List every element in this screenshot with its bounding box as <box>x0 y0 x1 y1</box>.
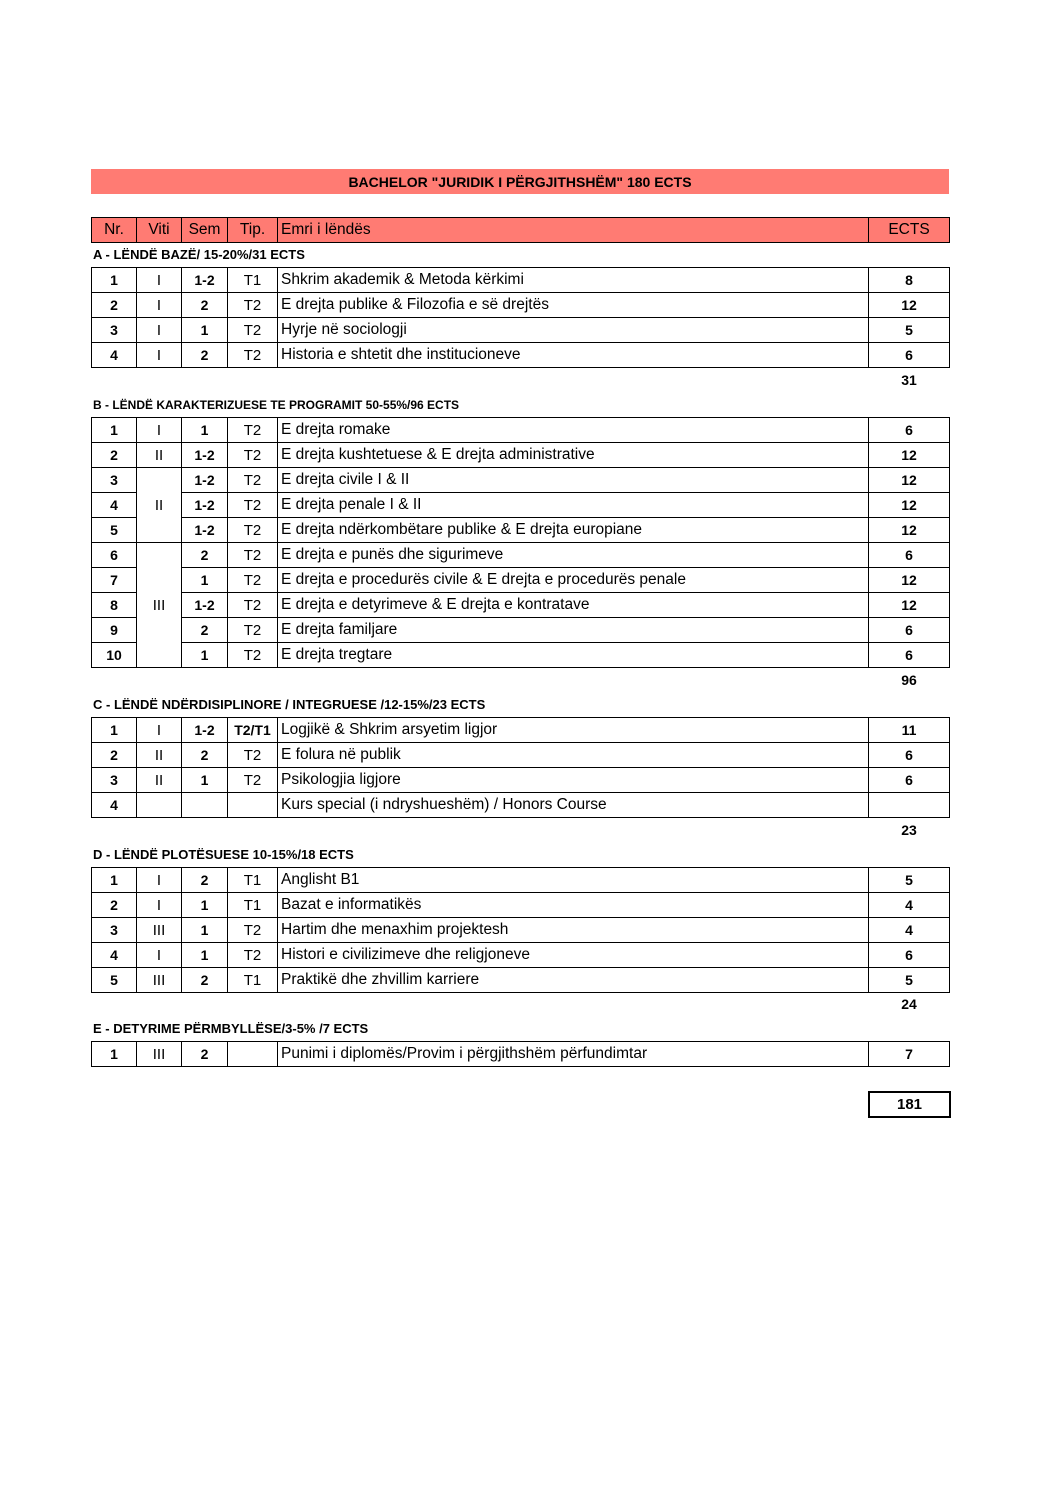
cell-sem: 2 <box>182 293 228 318</box>
cell-nr: 3 <box>92 918 137 943</box>
cell-ects: 11 <box>869 718 950 743</box>
section-c-total: 23 <box>901 822 917 838</box>
cell-name: Hyrje në sociologji <box>278 318 869 343</box>
table-row <box>92 793 950 818</box>
cell-nr: 2 <box>92 893 137 918</box>
section-a-total: 31 <box>901 372 917 388</box>
cell-ects: 6 <box>869 343 950 368</box>
cell-ects: 4 <box>869 893 950 918</box>
cell-tip: T2 <box>228 618 278 643</box>
cell-sem: 1-2 <box>182 493 228 518</box>
cell-tip: T2 <box>228 643 278 668</box>
cell-sem: 2 <box>182 343 228 368</box>
section-d-label: D - LËNDË PLOTËSUESE 10-15%/18 ECTS <box>93 847 354 862</box>
cell-viti: I <box>137 293 182 318</box>
cell-name: Punimi i diplomës/Provim i përgjithshëm përfundimtar <box>278 1042 869 1067</box>
cell-ects: 5 <box>869 968 950 993</box>
cell-viti <box>137 793 182 818</box>
cell-ects: 5 <box>869 868 950 893</box>
section-c-table <box>91 717 950 818</box>
cell-tip: T1 <box>228 893 278 918</box>
cell-sem: 2 <box>182 968 228 993</box>
cell-sem: 1 <box>182 918 228 943</box>
cell-sem: 1-2 <box>182 593 228 618</box>
cell-nr: 3 <box>92 768 137 793</box>
cell-tip: T2/T1 <box>228 718 278 743</box>
cell-ects: 6 <box>869 643 950 668</box>
cell-viti: III <box>137 968 182 993</box>
cell-sem: 2 <box>182 868 228 893</box>
cell-name: Praktikë dhe zhvillim karriere <box>278 968 869 993</box>
table-row <box>92 443 950 468</box>
section-d-total: 24 <box>901 996 917 1012</box>
cell-viti: I <box>137 718 182 743</box>
table-row <box>92 743 950 768</box>
cell-sem: 2 <box>182 743 228 768</box>
cell-viti: II <box>137 743 182 768</box>
cell-sem: 1-2 <box>182 718 228 743</box>
table-row <box>92 893 950 918</box>
cell-viti: II <box>137 468 182 543</box>
cell-name: E folura në publik <box>278 743 869 768</box>
cell-tip: T2 <box>228 918 278 943</box>
cell-ects: 6 <box>869 418 950 443</box>
cell-name: E drejta e punës dhe sigurimeve <box>278 543 869 568</box>
table-row <box>92 543 950 568</box>
section-d-table <box>91 867 950 993</box>
cell-name: Kurs special (i ndryshueshëm) / Honors Course <box>278 793 869 818</box>
cell-ects: 12 <box>869 493 950 518</box>
cell-name: Historia e shtetit dhe institucioneve <box>278 343 869 368</box>
cell-nr: 2 <box>92 743 137 768</box>
section-c-label: C - LËNDË NDËRDISIPLINORE / INTEGRUESE /12-15%/23 ECTS <box>93 697 486 712</box>
cell-name: E drejta penale I & II <box>278 493 869 518</box>
table-row <box>92 718 950 743</box>
cell-tip: T2 <box>228 543 278 568</box>
cell-tip: T2 <box>228 293 278 318</box>
cell-viti: III <box>137 918 182 943</box>
cell-name: E drejta familjare <box>278 618 869 643</box>
table-row <box>92 268 950 293</box>
cell-viti: I <box>137 318 182 343</box>
cell-nr: 1 <box>92 868 137 893</box>
header-sem: Sem <box>182 218 228 243</box>
cell-tip: T2 <box>228 593 278 618</box>
table-row <box>92 1042 950 1067</box>
header-nr: Nr. <box>92 218 137 243</box>
header-row <box>92 218 950 243</box>
cell-tip: T2 <box>228 343 278 368</box>
cell-viti: I <box>137 868 182 893</box>
cell-nr: 1 <box>92 1042 137 1067</box>
cell-nr: 4 <box>92 943 137 968</box>
cell-viti: I <box>137 893 182 918</box>
cell-sem: 1 <box>182 418 228 443</box>
cell-sem: 1 <box>182 568 228 593</box>
table-row <box>92 293 950 318</box>
cell-ects: 12 <box>869 443 950 468</box>
cell-name: Anglisht B1 <box>278 868 869 893</box>
cell-ects: 6 <box>869 543 950 568</box>
cell-ects: 12 <box>869 568 950 593</box>
cell-sem: 2 <box>182 543 228 568</box>
table-row <box>92 343 950 368</box>
cell-nr: 3 <box>92 468 137 493</box>
cell-nr: 8 <box>92 593 137 618</box>
section-e-table <box>91 1041 950 1067</box>
cell-name: Psikologjia ligjore <box>278 768 869 793</box>
table-row <box>92 593 950 618</box>
cell-name: Logjikë & Shkrim arsyetim ligjor <box>278 718 869 743</box>
header-viti: Viti <box>137 218 182 243</box>
cell-nr: 1 <box>92 418 137 443</box>
cell-nr: 4 <box>92 343 137 368</box>
cell-nr: 1 <box>92 718 137 743</box>
section-e-label: E - DETYRIME PËRMBYLLËSE/3-5% /7 ECTS <box>93 1021 369 1036</box>
cell-name: E drejta e detyrimeve & E drejta e kontratave <box>278 593 869 618</box>
cell-nr: 2 <box>92 293 137 318</box>
table-row <box>92 418 950 443</box>
cell-nr: 2 <box>92 443 137 468</box>
cell-ects: 6 <box>869 618 950 643</box>
header-name: Emri i lëndës <box>278 218 869 243</box>
cell-name: E drejta kushtetuese & E drejta administrative <box>278 443 869 468</box>
section-b-total: 96 <box>901 672 917 688</box>
cell-viti: II <box>137 768 182 793</box>
table-row <box>92 968 950 993</box>
cell-nr: 9 <box>92 618 137 643</box>
cell-ects: 12 <box>869 593 950 618</box>
cell-tip: T2 <box>228 568 278 593</box>
cell-sem: 1 <box>182 643 228 668</box>
table-row <box>92 943 950 968</box>
table-row <box>92 318 950 343</box>
cell-nr: 1 <box>92 268 137 293</box>
cell-tip: T1 <box>228 268 278 293</box>
cell-tip: T2 <box>228 743 278 768</box>
cell-ects: 7 <box>869 1042 950 1067</box>
cell-tip: T2 <box>228 943 278 968</box>
table-row <box>92 868 950 893</box>
section-a-label: A - LËNDË BAZË/ 15-20%/31 ECTS <box>93 247 305 262</box>
header-ects: ECTS <box>869 218 950 243</box>
cell-sem: 1-2 <box>182 443 228 468</box>
cell-nr: 4 <box>92 793 137 818</box>
table-row <box>92 643 950 668</box>
cell-name: E drejta publike & Filozofia e së drejtës <box>278 293 869 318</box>
cell-viti: I <box>137 343 182 368</box>
cell-ects: 12 <box>869 518 950 543</box>
cell-viti: I <box>137 943 182 968</box>
cell-tip: T1 <box>228 868 278 893</box>
section-a-table <box>91 267 950 368</box>
cell-tip <box>228 793 278 818</box>
cell-nr: 6 <box>92 543 137 568</box>
cell-ects: 4 <box>869 918 950 943</box>
section-b-label: B - LËNDË KARAKTERIZUESE TE PROGRAMIT 50-55%/96 ECTS <box>93 398 460 412</box>
page-title: BACHELOR "JURIDIK I PËRGJITHSHËM" 180 ECTS <box>91 169 949 194</box>
cell-name: E drejta e procedurës civile & E drejta e procedurës penale <box>278 568 869 593</box>
table-row <box>92 493 950 518</box>
cell-tip: T2 <box>228 318 278 343</box>
header-tip: Tip. <box>228 218 278 243</box>
cell-sem: 1 <box>182 943 228 968</box>
cell-viti: II <box>137 443 182 468</box>
cell-ects <box>869 793 950 818</box>
cell-tip: T2 <box>228 443 278 468</box>
cell-name: E drejta tregtare <box>278 643 869 668</box>
table-row <box>92 518 950 543</box>
cell-nr: 10 <box>92 643 137 668</box>
cell-sem: 2 <box>182 618 228 643</box>
cell-sem: 1 <box>182 768 228 793</box>
cell-sem: 1-2 <box>182 268 228 293</box>
cell-ects: 6 <box>869 768 950 793</box>
cell-ects: 12 <box>869 293 950 318</box>
cell-tip: T2 <box>228 493 278 518</box>
table-row <box>92 568 950 593</box>
cell-nr: 3 <box>92 318 137 343</box>
cell-nr: 5 <box>92 518 137 543</box>
cell-ects: 5 <box>869 318 950 343</box>
table-row <box>92 918 950 943</box>
cell-nr: 7 <box>92 568 137 593</box>
cell-ects: 8 <box>869 268 950 293</box>
cell-sem <box>182 793 228 818</box>
cell-sem: 1-2 <box>182 518 228 543</box>
cell-tip: T2 <box>228 518 278 543</box>
cell-tip: T2 <box>228 468 278 493</box>
cell-tip: T2 <box>228 418 278 443</box>
cell-sem: 1-2 <box>182 468 228 493</box>
cell-name: E drejta romake <box>278 418 869 443</box>
table-row <box>92 618 950 643</box>
grand-total: 181 <box>868 1091 951 1118</box>
cell-ects: 6 <box>869 943 950 968</box>
cell-viti: III <box>137 543 182 668</box>
cell-sem: 1 <box>182 893 228 918</box>
cell-sem: 2 <box>182 1042 228 1067</box>
cell-tip: T2 <box>228 768 278 793</box>
cell-nr: 4 <box>92 493 137 518</box>
section-b-table <box>91 417 950 668</box>
table-row <box>92 768 950 793</box>
cell-viti: III <box>137 1042 182 1067</box>
cell-viti: I <box>137 418 182 443</box>
cell-ects: 6 <box>869 743 950 768</box>
cell-name: Hartim dhe menaxhim projektesh <box>278 918 869 943</box>
table-row <box>92 468 950 493</box>
cell-ects: 12 <box>869 468 950 493</box>
cell-name: Shkrim akademik & Metoda kërkimi <box>278 268 869 293</box>
cell-name: E drejta civile I & II <box>278 468 869 493</box>
column-header-table <box>91 217 950 243</box>
cell-tip <box>228 1042 278 1067</box>
cell-viti: I <box>137 268 182 293</box>
cell-sem: 1 <box>182 318 228 343</box>
cell-name: E drejta ndërkombëtare publike & E drejta europiane <box>278 518 869 543</box>
cell-name: Histori e civilizimeve dhe religjoneve <box>278 943 869 968</box>
cell-nr: 5 <box>92 968 137 993</box>
cell-name: Bazat e informatikës <box>278 893 869 918</box>
cell-tip: T1 <box>228 968 278 993</box>
